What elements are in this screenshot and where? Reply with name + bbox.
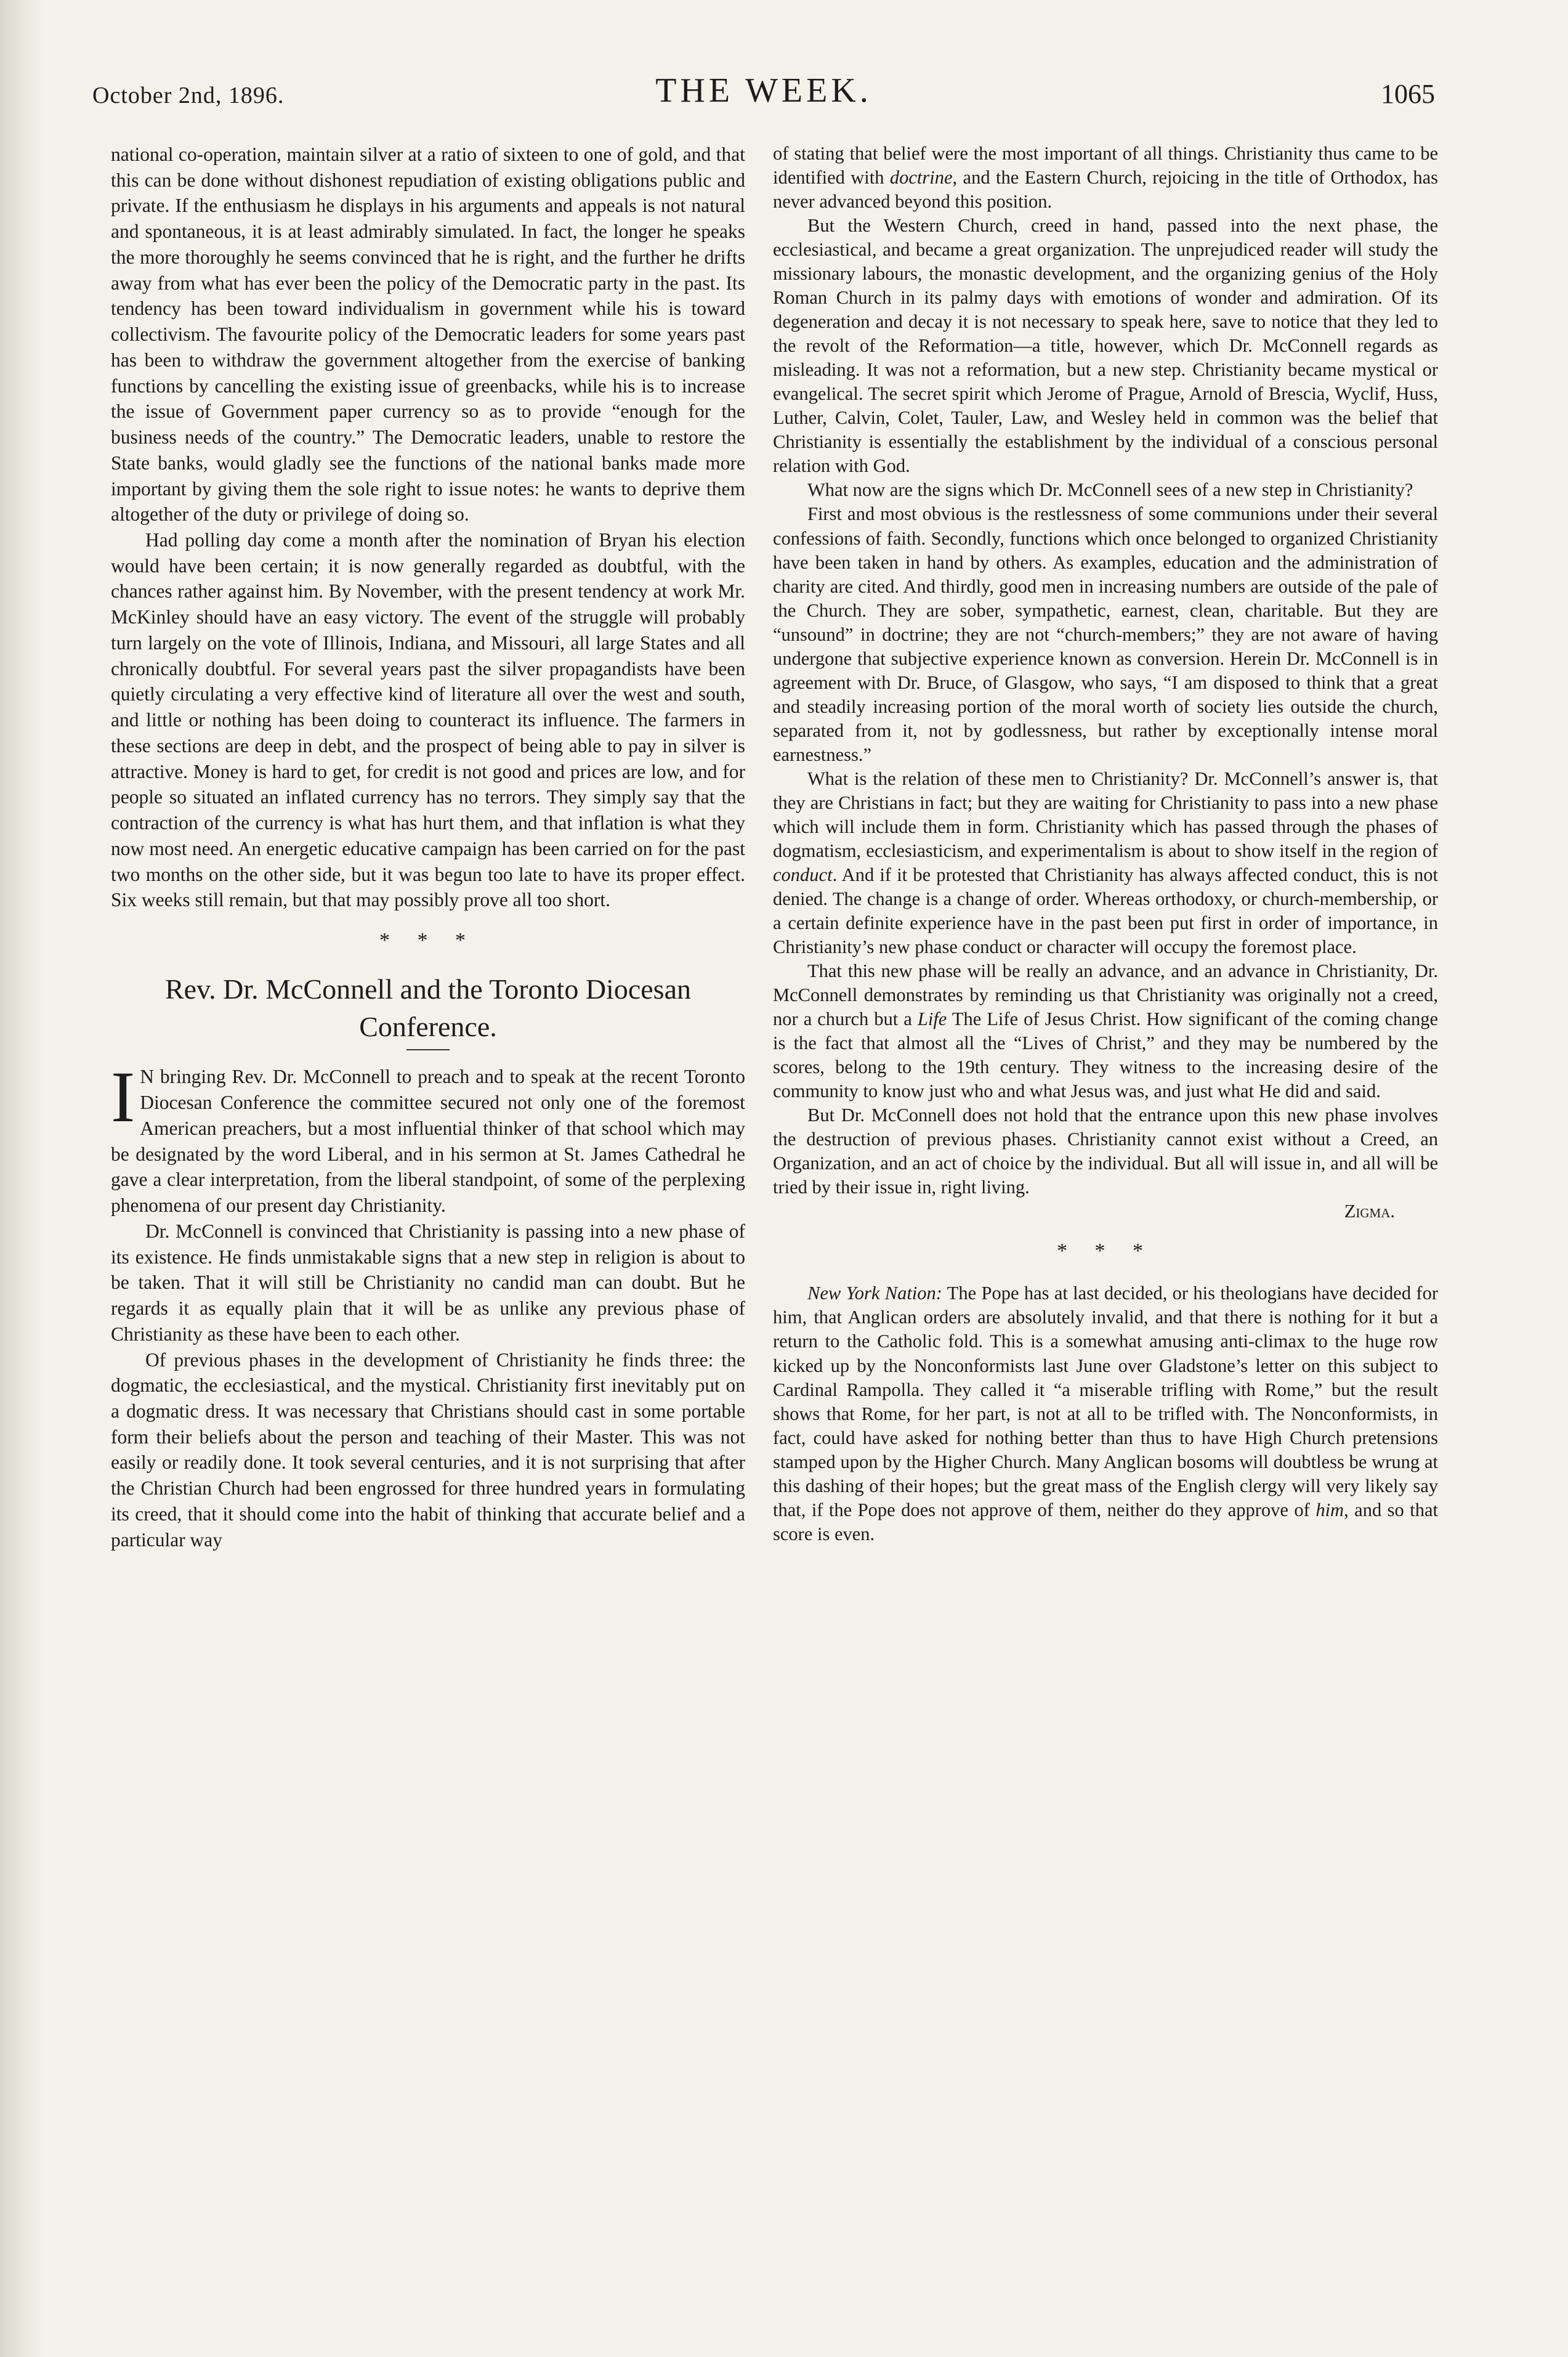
emphasis-text: him <box>1315 1499 1344 1520</box>
paragraph-text: That this new phase will be really an advance, and an advance in Christianity, Dr. McConnell demonstrates by reminding us that Christianity was originally not a creed, nor a church but a <box>773 960 1438 1030</box>
drop-cap: I <box>111 1057 135 1138</box>
article-paragraph <box>773 959 1438 1103</box>
left-column <box>111 142 745 1552</box>
article-paragraph: But Dr. McConnell does not hold that the entrance upon this new phase involves the destruction of previous phases. Christianity cannot exist without a Creed, an Organization, and an act of choice by the individual. But all will issue in, and all will be tried by their issue in, right living. <box>773 1105 1438 1198</box>
section-separator: * * * <box>379 929 477 952</box>
page-binding-edge <box>0 0 43 2357</box>
emphasis-text: doctrine <box>889 167 953 189</box>
article-paragraph: What now are the signs which Dr. McConnell sees of a new step in Christianity? <box>807 479 1413 501</box>
issue-date: October 2nd, 1896. <box>92 83 285 108</box>
article-paragraph: national co-operation, maintain silver at a ratio of sixteen to one of gold, and that this can be done without dishonest repudiation of existing obligations public and private. If the enthusiasm he displays in his arguments and appeals is not natural and spontaneous, it is at least admirably simulated. In fact, the longer he speaks the more thoroughly he seems convinced that he is right, and the further he drifts away from what has ever been the policy of the Democratic party in the past. Its tendency has been toward individualism in government while his is toward collectivism. The favourite policy of the Democratic leaders for some years past has been to withdraw the government altogether from the exercise of banking functions by cancelling the existing issue of greenbacks, while his is to increase the issue of Government paper currency so as to provide “enough for the business needs of the country.” The Democratic leaders, unable to restore the State banks, would gladly see the functions of the national banks made more important by giving them the sole right to issue notes: he wants to deprive them altogether of the duty or privilege of doing so. <box>111 144 745 525</box>
paragraph-text: . And if it be protested that Christianity has always affected conduct, this is not denied. The change is a change of order. Whereas orthodoxy, or church-membership, or a certain definite experience have in the past been put first in order of importance, in Christianity’s new phase conduct or character will occupy the foremost place. <box>773 864 1438 958</box>
emphasis-text: Life <box>917 1008 947 1030</box>
article-paragraph: But the Western Church, creed in hand, passed into the next phase, the ecclesiastical, and became a great organization. The unprejudiced reader will study the missionary labours, the monastic development, and the organizing genius of the Holy Roman Church in its palmy days with emotions of wonder and admiration. Of its degeneration and decay it is not necessary to speak here, save to notice that they led to the revolt of the Reformation—a title, however, which Dr. McConnell regards as misleading. It was not a reformation, but a new step. Christianity became mystical or evangelical. The secret spirit which Jerome of Prague, Arnold of Brescia, Wyclif, Huss, Luther, Calvin, Colet, Tauler, Law, and Wesley held in common was the belief that Christianity is essentially the establishment by the individual of a conscious personal relation with God. <box>773 215 1438 477</box>
section-separator: * * * <box>1057 1239 1154 1263</box>
article-paragraph <box>111 1057 745 1218</box>
heading-rule <box>406 1049 450 1050</box>
article-paragraph: Had polling day come a month after the nomination of Bryan his election would have been certain; it is now generally regarded as doubtful, with the chances rather against him. By November, with the present tendency at work Mr. McKinley should have an easy victory. The event of the struggle will probably turn largely on the vote of Illinois, Indiana, and Missouri, all large States and all chronically doubtful. For several years past the silver propagandists have been quietly circulating a very effective kind of literature all over the west and south, and little or nothing has been doing to counteract its influence. The farmers in these sections are deep in debt, and the prospect of being able to pay in silver is attractive. Money is hard to get, for credit is not good and prices are low, and for people so situated an inflated currency has no terrors. They simply say that the contraction of the currency is what has hurt them, and that inflation is what they now most need. An energetic educative campaign has been carried on for the past two months on the other side, but it was begun too late to have its proper effect. Six weeks still remain, but that may possibly prove all too short. <box>111 529 745 911</box>
author-signature: Zigma. <box>1344 1201 1395 1222</box>
paragraph-text: The Pope has at last decided, or his theologians have decided for him, that Anglican orders are absolutely invalid, and that there is nothing for it but a return to the Catholic fold. This is a somewhat amusing anti-climax to the huge row kicked up by the Nonconformists last June over Gladstone’s letter on this subject to Cardinal Rampolla. They called it “a miserable trifling with Rome,” but the result shows that Rome, for her part, is not at all to be trifled with. The Nonconformists, in fact, could have asked for nothing better than thus to have High Church pretensions stamped upon by the Higher Church. Many Anglican bosoms will doubtless be wrung at this dashing of their hopes; but the great mass of the English clergy will very likely say that, if the Pope does not approve of them, neither do they approve of <box>773 1283 1438 1520</box>
publication-title: THE WEEK. <box>655 71 872 110</box>
article-paragraph <box>773 1281 1438 1546</box>
article-paragraph <box>773 142 1438 214</box>
paragraph-text: , and the Eastern Church, rejoicing in the title of Orthodox, has never advanced beyond this position. <box>773 167 1438 213</box>
article-paragraph: Dr. McConnell is convinced that Christianity is passing into a new phase of its existence. He finds unmistakable signs that a new step in religion is about to be taken. That it will still be Christianity no candid man can doubt. But he regards it as equally plain that it will be as unlike any previous phase of Christianity as these have been to each other. <box>111 1220 745 1345</box>
paragraph-text: N bringing Rev. Dr. McConnell to preach and to speak at the recent Toronto Diocesan Conference the committee secured not only one of the foremost American preachers, but a most influential thinker of that school which may be designated by the word Liberal, and in his sermon at St. James Cathedral he gave a clear interpretation, from the liberal standpoint, of some of the perplexing phenomena of our present day Christianity. <box>111 1066 745 1217</box>
page-number: 1065 <box>1381 79 1435 109</box>
emphasis-text: conduct <box>773 864 833 885</box>
paragraph-text: What is the relation of these men to Christianity? Dr. McConnell’s answer is, that they are Christians in fact; but they are waiting for Christianity to pass into a new phase which will include them in form. Christianity which has passed through the phases of dogmatism, ecclesiasticism, and experimentalism is about to show itself in the region of <box>773 768 1438 861</box>
article-heading: Rev. Dr. McConnell and the Toronto Diocesan Conference. <box>164 973 691 1042</box>
source-citation: New York Nation: <box>807 1283 942 1304</box>
article-paragraph: Of previous phases in the development of Christianity he finds three: the dogmatic, the ecclesiastical, and the mystical. Christianity first inevitably put on a dogmatic dress. It was necessary that Christians should cast in some portable form their beliefs about the person and teaching of their Master. This was not easily or readily done. It took several centuries, and it is not surprising that after the Christian Church had been engrossed for three hundred years in formulating its creed, that it should come into the habit of thinking that accurate belief and a particular way <box>111 1349 745 1551</box>
paragraph-text: The Life of Jesus Christ. How significant of the coming change is the fact that almost all the “Lives of Christ,” and they may be numbered by the scores, belong to the 19th century. They witness to the increasing desire of the community to know just who and what Jesus was, and just what He did and said. <box>773 1008 1438 1102</box>
paragraph-text: of stating that belief were the most important of all things. Christianity thus came to be identified with <box>773 143 1438 189</box>
paragraph-text: , and so that score is even. <box>773 1499 1438 1544</box>
right-column <box>773 142 1438 1546</box>
page-header <box>92 71 1435 139</box>
article-paragraph <box>773 767 1438 959</box>
article-paragraph: First and most obvious is the restlessness of some communions under their several confessions of faith. Secondly, functions which once belonged to organized Christianity have been taken in hand by others. As examples, education and the administration of charity are cited. And thirdly, good men in increasing numbers are outside of the pale of the Church. They are sober, sympathetic, earnest, clean, charitable. But they are “unsound” in doctrine; they are not “church-members;” they are not aware of having undergone that subjective experience known as conversion. Herein Dr. McConnell is in agreement with Dr. Bruce, of Glasgow, who says, “I am disposed to think that a great and steadily increasing portion of the moral worth of society lies outside the church, separated from it, not by godlessness, but rather by exceptionally intense moral earnestness.” <box>773 503 1438 765</box>
